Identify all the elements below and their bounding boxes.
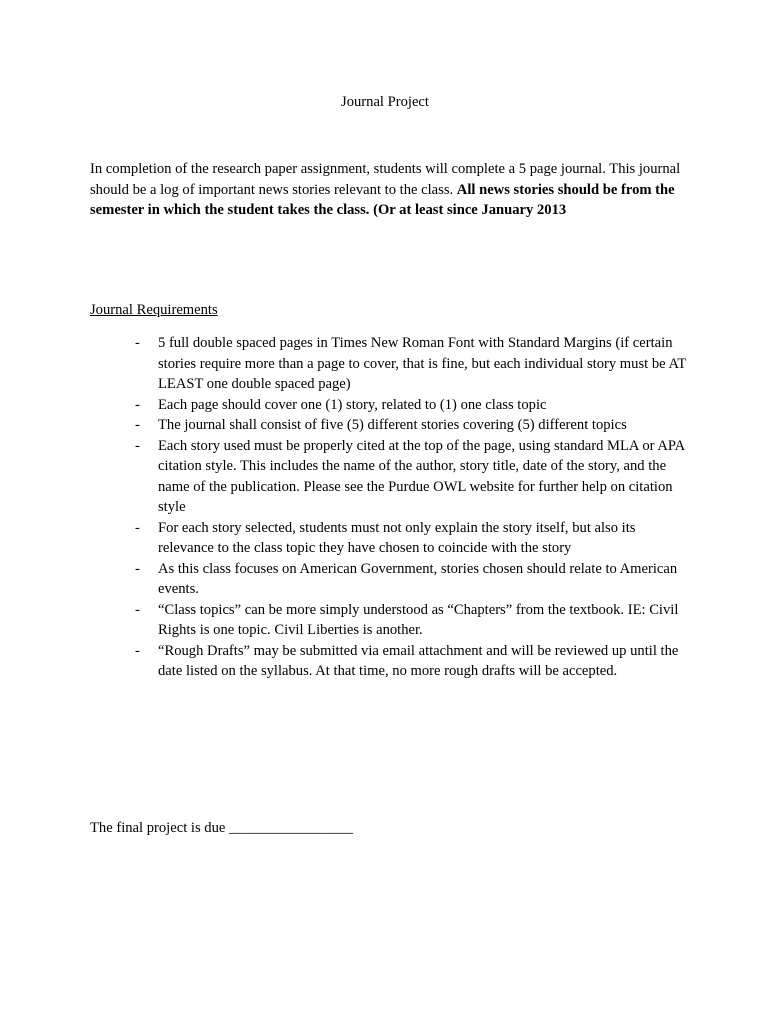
list-bullet: - xyxy=(135,642,140,659)
list-bullet: - xyxy=(135,519,140,536)
list-item xyxy=(90,559,690,600)
list-item xyxy=(90,436,690,518)
list-item-text: “Rough Drafts” may be submitted via email attachment and will be reviewed up until the date listed on the syllabus. At that time, no more rough drafts will be accepted. xyxy=(158,642,679,679)
list-item xyxy=(90,518,690,559)
list-bullet: - xyxy=(135,560,140,577)
list-item-text: Each page should cover one (1) story, related to (1) one class topic xyxy=(158,396,547,413)
requirements-heading: Journal Requirements xyxy=(90,302,218,318)
list-item-text: For each story selected, students must not only explain the story itself, but also its relevance to the class topic they have chosen to coincide with the story xyxy=(158,519,636,556)
list-bullet: - xyxy=(135,601,140,618)
intro-bold-text: All news stories should be from the semester in which the student takes the class. (Or at least since January 2013 xyxy=(90,181,675,218)
list-item xyxy=(90,600,690,641)
list-item-text: As this class focuses on American Government, stories chosen should relate to American events. xyxy=(158,560,678,597)
list-item xyxy=(90,395,690,416)
list-item-text: “Class topics” can be more simply understood as “Chapters” from the textbook. IE: Civil Rights is one topic. Civil Liberties is another. xyxy=(158,601,679,638)
list-item-text: 5 full double spaced pages in Times New Roman Font with Standard Margins (if certain stories require more than a page to cover, that is fine, but each individual story must be AT LEAST one double spaced page) xyxy=(158,335,687,392)
intro-plain-text: In completion of the research paper assignment, students will complete a 5 page journal. This journal should be a log of important news stories relevant to the class. xyxy=(90,161,681,198)
list-bullet: - xyxy=(135,335,140,351)
requirements-list xyxy=(90,333,690,682)
list-bullet: - xyxy=(135,417,140,433)
list-item-text: Each story used must be properly cited at the top of the page, using standard MLA or APA citation style. This includes the name of the author, story title, date of the story, and the name of the publication. Please see the Purdue OWL website for further help on citation style xyxy=(158,437,685,515)
document-title: Journal Project xyxy=(341,94,429,110)
list-item xyxy=(90,641,690,682)
list-item-text: The journal shall consist of five (5) different stories covering (5) different topics xyxy=(158,417,627,433)
due-date-line: The final project is due _________________ xyxy=(90,820,354,836)
intro-paragraph xyxy=(90,159,690,221)
list-bullet: - xyxy=(135,396,140,413)
list-bullet: - xyxy=(135,437,140,454)
list-item xyxy=(90,333,690,395)
list-item xyxy=(90,415,690,436)
